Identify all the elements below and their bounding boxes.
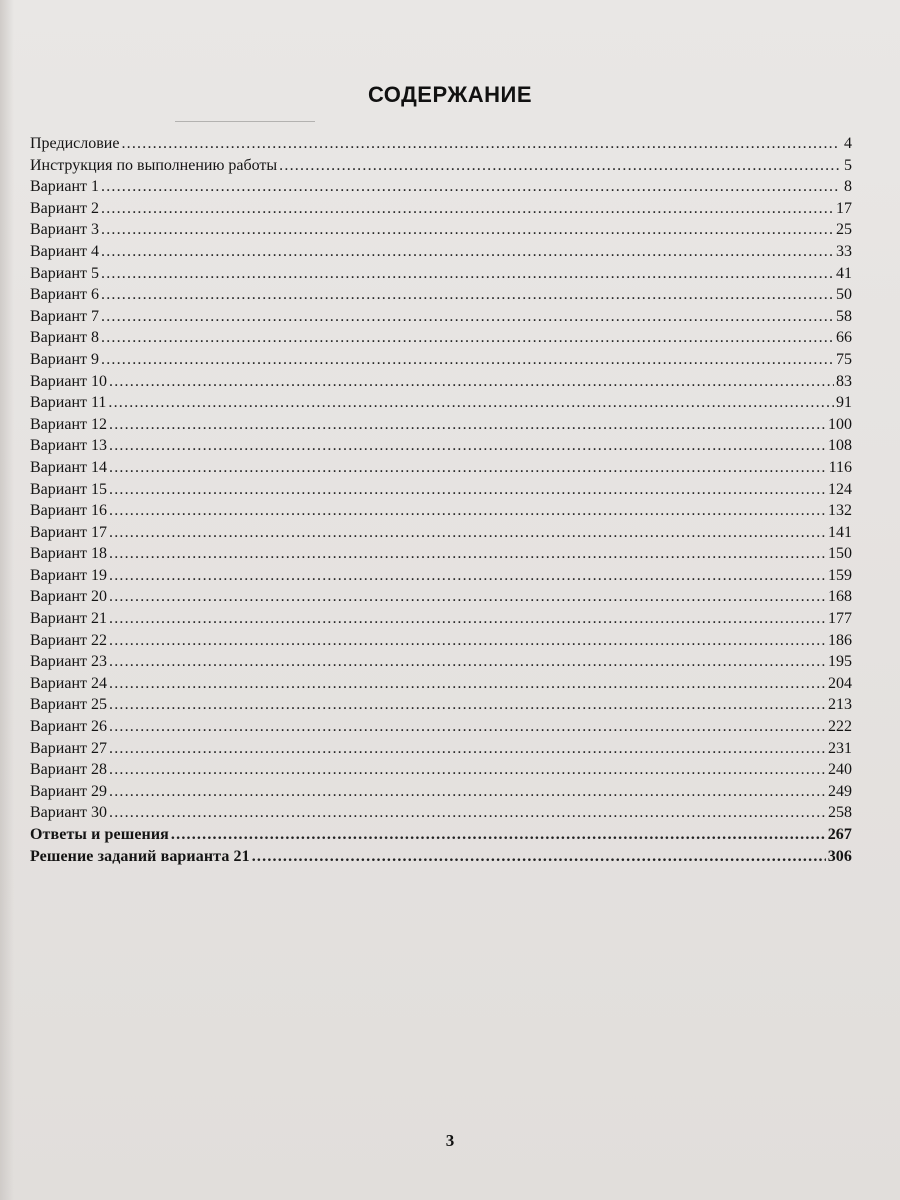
toc-entry-page: 41 [836,264,852,282]
toc-leader-dots [109,802,826,824]
toc-entry-page: 231 [828,739,852,757]
toc-leader-dots [109,565,826,587]
toc-entry-page: 249 [828,782,852,800]
toc-entry-label: Вариант 30 [30,804,107,822]
toc-leader-dots [109,543,826,565]
toc-entry-label: Вариант 8 [30,329,99,347]
toc-leader-dots [108,392,834,414]
toc-leader-dots [109,738,826,760]
toc-leader-dots [252,846,826,868]
toc-entry-page: 306 [827,847,852,865]
toc-entry-page: 267 [827,826,852,843]
toc-leader-dots [109,457,827,479]
toc-entry-page: 75 [836,350,852,368]
toc-entry-label: Вариант 6 [30,286,99,304]
toc-entry-page: 91 [836,394,852,412]
toc-leader-dots [279,155,840,177]
toc-entry [30,414,852,436]
toc-leader-dots [121,133,840,155]
toc-leader-dots [109,694,826,716]
page-edge-shadow [0,0,14,1200]
toc-entry-label: Инструкция по выполнению работы [30,156,278,174]
toc-entry-solutions [30,846,852,868]
title-underline [175,121,315,122]
toc-entry-label: Вариант 27 [30,739,107,757]
toc-entry-label: Решение заданий варианта 21 [30,847,250,865]
toc-leader-dots [109,630,826,652]
toc-entry-label: Вариант 18 [30,545,107,563]
toc-entry [30,694,852,716]
toc-entry-label: Предисловие [30,135,120,152]
toc-entry [30,586,852,608]
toc-entry-page: 58 [836,307,852,325]
toc-entry-page: 50 [836,286,852,304]
toc-entry [30,219,852,241]
toc-entry-page: 124 [828,480,852,498]
toc-entry-label: Вариант 4 [30,242,99,260]
toc-leader-dots [109,435,826,457]
toc-leader-dots [109,781,826,803]
toc-entry-answers [30,824,852,846]
toc-entry-label: Вариант 15 [30,480,107,498]
toc-entry-page: 8 [844,178,852,196]
toc-entry-label: Вариант 29 [30,782,107,800]
toc-leader-dots [171,824,826,846]
toc-entry-page: 222 [828,718,852,736]
toc-entry-page: 66 [836,329,852,347]
toc-leader-dots [109,608,826,630]
toc-entry-page: 108 [828,437,852,455]
toc-entry-label: Вариант 20 [30,588,107,606]
toc-entry-label: Вариант 7 [30,307,99,325]
toc-entry-page: 186 [828,631,852,649]
toc-entry-page: 213 [828,696,852,714]
toc-entry-label: Вариант 14 [30,458,107,476]
toc-entry [30,543,852,565]
toc-leader-dots [101,198,834,220]
toc-leader-dots [109,673,826,695]
toc-entry [30,392,852,414]
toc-entry-label: Вариант 1 [30,178,99,196]
toc-leader-dots [101,176,840,198]
toc-leader-dots [101,219,834,241]
toc-entry [30,802,852,824]
toc-entry [30,241,852,263]
toc-leader-dots [101,327,834,349]
toc-entry [30,327,852,349]
toc-entry [30,716,852,738]
toc-entry-page: 83 [836,372,852,390]
toc-entry [30,479,852,501]
toc-entry-page: 195 [828,653,852,671]
toc-entry-page: 33 [836,242,852,260]
page-number: 3 [445,1131,455,1150]
toc-entry-page: 5 [844,156,852,174]
toc-entry-page: 4 [844,135,852,152]
toc-entry-label: Вариант 13 [30,437,107,455]
toc-entry [30,738,852,760]
toc-entry [30,176,852,198]
toc-entry-label: Вариант 24 [30,674,107,692]
toc-leader-dots [109,759,826,781]
toc-entry-label: Вариант 22 [30,631,107,649]
toc-entry [30,630,852,652]
toc-leader-dots [109,500,826,522]
toc-entry-page: 177 [828,610,852,628]
toc-entry-page: 240 [828,761,852,779]
toc-entry [30,349,852,371]
toc-entry [30,133,852,155]
toc-entry-page: 25 [836,221,852,239]
toc-entry-label: Вариант 9 [30,350,99,368]
toc-leader-dots [109,716,826,738]
toc-entry-label: Вариант 2 [30,199,99,217]
toc-entry [30,306,852,328]
page-title: СОДЕРЖАНИЕ [367,82,533,107]
toc-leader-dots [109,371,834,393]
toc-entry [30,371,852,393]
toc-entry-label: Вариант 11 [30,394,107,412]
toc-entry [30,263,852,285]
table-of-contents [30,133,852,867]
toc-entry [30,500,852,522]
toc-entry [30,565,852,587]
toc-entry-page: 141 [828,523,852,541]
toc-entry-label: Вариант 19 [30,566,107,584]
toc-entry-page: 17 [836,199,852,217]
toc-leader-dots [101,263,834,285]
toc-entry [30,651,852,673]
toc-leader-dots [109,586,826,608]
toc-leader-dots [101,284,834,306]
toc-leader-dots [109,651,826,673]
toc-entry [30,759,852,781]
toc-entry [30,198,852,220]
toc-entry-page: 150 [828,545,852,563]
toc-entry-label: Вариант 26 [30,718,107,736]
toc-entry-label: Вариант 28 [30,761,107,779]
toc-entry-label: Вариант 17 [30,523,107,541]
toc-entry-page: 132 [828,502,852,520]
toc-entry [30,284,852,306]
toc-entry-label: Вариант 5 [30,264,99,282]
toc-entry-label: Ответы и решения [30,826,169,843]
toc-leader-dots [109,414,826,436]
toc-entry-page: 258 [828,804,852,822]
toc-entry-page: 168 [828,588,852,606]
toc-entry-label: Вариант 23 [30,653,107,671]
toc-entry-page: 100 [828,415,852,433]
toc-leader-dots [109,522,826,544]
toc-entry [30,457,852,479]
toc-leader-dots [101,349,834,371]
toc-entry-page: 159 [828,566,852,584]
toc-entry [30,435,852,457]
toc-entry [30,522,852,544]
toc-entry-page: 116 [828,458,852,476]
toc-entry [30,673,852,695]
toc-entry-label: Вариант 21 [30,610,107,628]
toc-entry-label: Вариант 10 [30,372,107,390]
toc-entry-label: Вариант 16 [30,502,107,520]
toc-entry-label: Вариант 12 [30,415,107,433]
toc-leader-dots [101,306,834,328]
toc-entry [30,781,852,803]
toc-entry-page: 204 [828,674,852,692]
toc-entry-label: Вариант 25 [30,696,107,714]
toc-leader-dots [101,241,834,263]
toc-entry [30,608,852,630]
toc-leader-dots [109,479,826,501]
toc-entry-label: Вариант 3 [30,221,99,239]
toc-entry [30,155,852,177]
